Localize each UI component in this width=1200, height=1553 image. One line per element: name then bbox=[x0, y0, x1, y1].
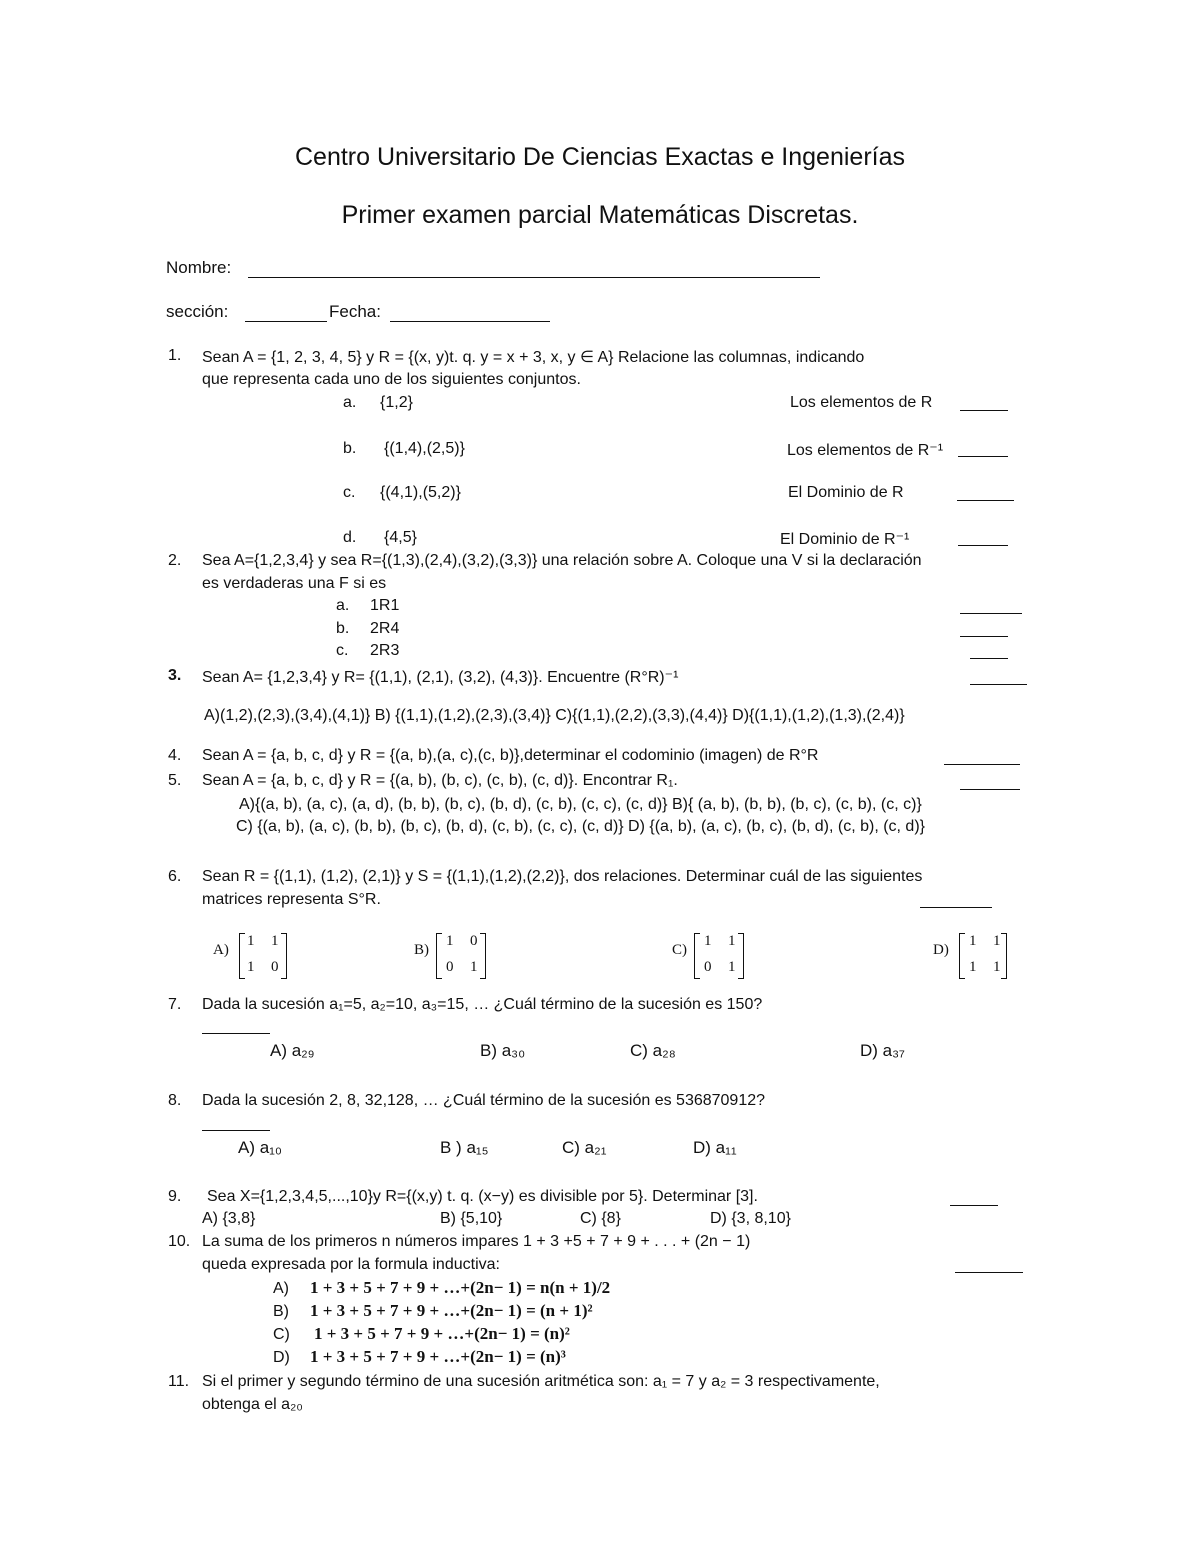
answer-blank[interactable] bbox=[960, 613, 1022, 614]
q3-text: Sean A= {1,2,3,4} y R= {(1,1), (2,1), (3,2), (4,3)}. Encuentre (R°R)⁻¹ bbox=[202, 669, 679, 686]
q10-option-letter: B) bbox=[273, 1303, 289, 1320]
q7-option: A) a₂₉ bbox=[270, 1041, 315, 1060]
matrix-label: C) bbox=[672, 942, 687, 958]
matrix-cell: 1 bbox=[247, 959, 255, 975]
matrix-cell: 1 bbox=[470, 959, 478, 975]
q6-text-2: matrices representa S°R. bbox=[202, 891, 381, 908]
q10-option-formula: 1 + 3 + 5 + 7 + 9 + …+(2n− 1) = (n + 1)² bbox=[310, 1301, 593, 1320]
answer-blank[interactable] bbox=[955, 1272, 1023, 1273]
answer-blank[interactable] bbox=[970, 658, 1008, 659]
page-title: Centro Universitario De Ciencias Exactas e Ingenierías bbox=[295, 143, 905, 171]
answer-blank[interactable] bbox=[944, 764, 1020, 765]
q1-text-2: que representa cada uno de los siguientes conjuntos. bbox=[202, 371, 581, 388]
q11-text-2: obtenga el a₂₀ bbox=[202, 1396, 303, 1413]
answer-blank[interactable] bbox=[920, 907, 992, 908]
q9-text: Sea X={1,2,3,4,5,...,10}y R={(x,y) t. q. (x−y) es divisible por 5}. Determinar [3]. bbox=[207, 1188, 758, 1205]
q1-left-set: {(1,4),(2,5)} bbox=[384, 440, 465, 457]
q4-number: 4. bbox=[168, 747, 182, 764]
q1-text: Sean A = {1, 2, 3, 4, 5} y R = {(x, y)t. q. y = x + 3, x, y ∈ A} Relacione las columnas, indicando bbox=[202, 349, 865, 366]
q1-right-item: El Dominio de R⁻¹ bbox=[780, 531, 910, 548]
q2-item-text: 2R3 bbox=[370, 642, 400, 659]
q8-option: A) a₁₀ bbox=[238, 1138, 282, 1157]
nombre-blank[interactable] bbox=[248, 277, 820, 278]
matrix-label: D) bbox=[933, 942, 949, 958]
q9-option: C) {8} bbox=[580, 1210, 621, 1227]
matrix-label: B) bbox=[414, 942, 429, 958]
seccion-label: sección: bbox=[166, 302, 229, 321]
q10-option-formula: 1 + 3 + 5 + 7 + 9 + …+(2n− 1) = n(n + 1)/2 bbox=[310, 1278, 611, 1297]
matrix-cell: 1 bbox=[247, 933, 255, 949]
answer-blank[interactable] bbox=[957, 500, 1014, 501]
q11-text: Si el primer y segundo término de una sucesión aritmética son: a₁ = 7 y a₂ = 3 respectivamente, bbox=[202, 1373, 880, 1390]
q10-option-letter: D) bbox=[273, 1349, 290, 1366]
q8-option: C) a₂₁ bbox=[562, 1138, 607, 1157]
q1-left-set: {(4,1),(5,2)} bbox=[380, 484, 461, 501]
q2-text: Sea A={1,2,3,4} y sea R={(1,3),(2,4),(3,2),(3,3)} una relación sobre A. Coloque una V si la declaración bbox=[202, 552, 922, 569]
q1-left-letter: c. bbox=[343, 484, 356, 501]
matrix-cell: 1 bbox=[969, 959, 977, 975]
matrix-cell: 1 bbox=[969, 933, 977, 949]
q1-left-letter: a. bbox=[343, 394, 357, 411]
matrix-cell: 0 bbox=[470, 933, 478, 949]
matrix-cell: 1 bbox=[704, 933, 712, 949]
q10-number: 10. bbox=[168, 1233, 191, 1250]
q1-left-letter: b. bbox=[343, 440, 357, 457]
q5-options-2: C) {(a, b), (a, c), (b, b), (b, c), (b, d), (c, b), (c, c), (c, d)} D) {(a, b), (a, c), (b, c), (b, d), (c, b), (c, d)} bbox=[236, 818, 925, 835]
q3-options: A)(1,2),(2,3),(3,4),(4,1)} B) {(1,1),(1,2),(2,3),(3,4)} C){(1,1),(2,2),(3,3),(4,4)} D){(1,1),(1,2),(1,3),(2,4)} bbox=[204, 707, 905, 724]
answer-blank[interactable] bbox=[960, 789, 1020, 790]
q10-option-letter: C) bbox=[273, 1326, 290, 1343]
matrix-cell: 1 bbox=[446, 933, 454, 949]
matrix-cell: 1 bbox=[993, 959, 1001, 975]
q2-item-letter: c. bbox=[336, 642, 349, 659]
answer-blank[interactable] bbox=[950, 1205, 998, 1206]
q6-text: Sean R = {(1,1), (1,2), (2,1)} y S = {(1,1),(1,2),(2,2)}, dos relaciones. Determinar cuál de las siguientes bbox=[202, 868, 923, 885]
q7-option: D) a₃₇ bbox=[860, 1041, 905, 1060]
q5-text: Sean A = {a, b, c, d} y R = {(a, b), (b, c), (c, b), (c, d)}. Encontrar R₁. bbox=[202, 772, 678, 789]
q1-left-letter: d. bbox=[343, 529, 357, 546]
answer-blank[interactable] bbox=[958, 456, 1008, 457]
q1-right-item: Los elementos de R⁻¹ bbox=[787, 442, 944, 459]
fecha-label: Fecha: bbox=[329, 302, 381, 321]
answer-blank[interactable] bbox=[960, 636, 1008, 637]
q7-number: 7. bbox=[168, 996, 182, 1013]
matrix-label: A) bbox=[213, 942, 229, 958]
q5-number: 5. bbox=[168, 772, 182, 789]
seccion-blank[interactable] bbox=[245, 321, 327, 322]
q1-number: 1. bbox=[168, 347, 182, 364]
q3-number: 3. bbox=[168, 667, 182, 684]
nombre-label: Nombre: bbox=[166, 258, 232, 277]
q2-item-letter: a. bbox=[336, 597, 350, 614]
q7-option: C) a₂₈ bbox=[630, 1041, 676, 1060]
matrix-cell: 1 bbox=[728, 933, 736, 949]
q10-text-2: queda expresada por la formula inductiva: bbox=[202, 1256, 500, 1273]
q1-right-item: El Dominio de R bbox=[788, 484, 904, 501]
q4-text: Sean A = {a, b, c, d} y R = {(a, b),(a, c),(c, b)},determinar el codominio (imagen) de R°R bbox=[202, 747, 819, 764]
q9-option: B) {5,10} bbox=[440, 1210, 503, 1227]
q8-text: Dada la sucesión 2, 8, 32,128, … ¿Cuál término de la sucesión es 536870912? bbox=[202, 1092, 766, 1109]
q2-text-2: es verdaderas una F si es bbox=[202, 575, 387, 592]
q10-text: La suma de los primeros n números impares 1 + 3 +5 + 7 + 9 + . . . + (2n − 1) bbox=[202, 1233, 751, 1250]
answer-blank[interactable] bbox=[958, 545, 1008, 546]
page-subtitle: Primer examen parcial Matemáticas Discretas. bbox=[341, 201, 859, 229]
q2-item-letter: b. bbox=[336, 620, 350, 637]
q2-item-text: 2R4 bbox=[370, 620, 400, 637]
q6-number: 6. bbox=[168, 868, 182, 885]
q9-option: A) {3,8} bbox=[202, 1210, 256, 1227]
q10-option-formula: 1 + 3 + 5 + 7 + 9 + …+(2n− 1) = (n)² bbox=[314, 1324, 570, 1343]
q8-option: B ) a₁₅ bbox=[440, 1138, 489, 1157]
q5-options-1: A){(a, b), (a, c), (a, d), (b, b), (b, c), (b, d), (c, b), (c, c), (c, d)} B){ (a, b), (b, b), (b, c), (c, b), (c, c)} bbox=[239, 796, 922, 813]
q1-left-set: {1,2} bbox=[380, 394, 413, 411]
matrix-cell: 1 bbox=[993, 933, 1001, 949]
fecha-blank[interactable] bbox=[390, 321, 550, 322]
matrix-cell: 0 bbox=[271, 959, 279, 975]
q10-option-letter: A) bbox=[273, 1280, 289, 1297]
q10-option-formula: 1 + 3 + 5 + 7 + 9 + …+(2n− 1) = (n)³ bbox=[310, 1347, 566, 1366]
q11-number: 11. bbox=[168, 1373, 190, 1390]
matrix-cell: 1 bbox=[728, 959, 736, 975]
q9-number: 9. bbox=[168, 1188, 182, 1205]
q1-left-set: {4,5} bbox=[384, 529, 417, 546]
q7-text: Dada la sucesión a₁=5, a₂=10, a₃=15, … ¿Cuál término de la sucesión es 150? bbox=[202, 996, 763, 1013]
matrix-cell: 0 bbox=[446, 959, 454, 975]
answer-blank[interactable] bbox=[202, 1033, 270, 1034]
q2-item-text: 1R1 bbox=[370, 597, 400, 614]
q1-right-item: Los elementos de R bbox=[790, 394, 933, 411]
matrix-cell: 0 bbox=[704, 959, 712, 975]
q8-option: D) a₁₁ bbox=[693, 1138, 737, 1157]
q9-option: D) {3, 8,10} bbox=[710, 1210, 791, 1227]
q7-option: B) a₃₀ bbox=[480, 1041, 526, 1060]
matrix-cell: 1 bbox=[271, 933, 279, 949]
q2-number: 2. bbox=[168, 552, 182, 569]
answer-blank[interactable] bbox=[960, 410, 1008, 411]
q8-number: 8. bbox=[168, 1092, 182, 1109]
answer-blank[interactable] bbox=[970, 684, 1027, 685]
answer-blank[interactable] bbox=[202, 1130, 270, 1131]
